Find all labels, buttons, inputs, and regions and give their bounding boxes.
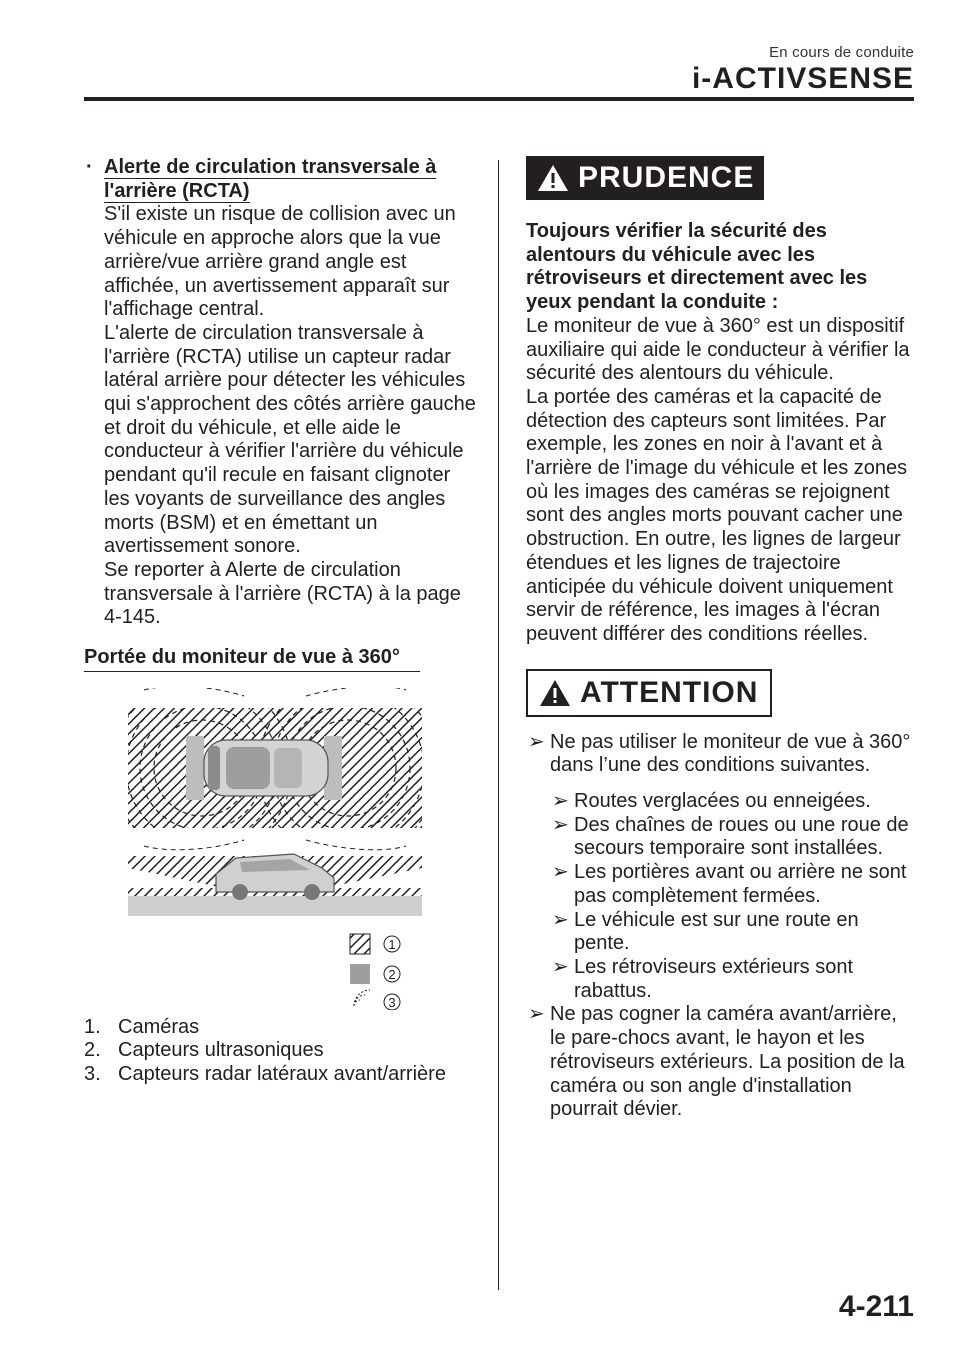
arrow-icon: ➢ [552,813,569,836]
attention-subitem-text: Les rétroviseurs extérieurs sont rabattus. [574,955,854,1002]
attention-subitem-text: Routes verglacées ou enneigées. [574,790,871,813]
rcta-paragraph-2: L'alerte de circulation transversale à l'arrière (RCTA) utilise un capteur radar latéral arrière pour détecter les véhicules qui s'approchent des côtés arrière gauche et droit du véhicule, et elle aide le conducteur à vérifier l'arrière du véhicule pendant qu'il recule en faisant clignoter les voyants de surveillance des angles morts (BSM) et en émettant un avertissement sonore. [104,321,476,558]
legend-num: 1. [84,1015,101,1038]
section-title: En cours de conduite [769,44,914,61]
rcta-title: Alerte de circulation transversale à l'arrière (RCTA) [104,156,437,202]
attention-subitem [550,814,916,861]
attention-sublist [526,790,916,1003]
coverage-diagram [124,688,426,1010]
legend-key-radar [354,990,370,1006]
figure-legend [84,1016,479,1087]
radar-outline-right [306,688,406,696]
page-number: 4-211 [838,1290,914,1323]
attention-block [526,669,916,1122]
legend-marker-3-text: 3 [388,994,396,1010]
arrow-icon: ➢ [528,1003,545,1026]
attention-item [526,731,916,778]
legend-text: Caméras [118,1015,200,1038]
legend-marker-1-text: 1 [388,936,396,952]
ground [128,896,422,916]
legend-key-cameras [350,934,370,954]
left-column [84,156,479,1087]
attention-subitem-text: Le véhicule est sur une route en pente. [574,908,859,955]
attention-subitem-text: Des chaînes de roues ou une roue de secours temporaire sont installées. [574,813,909,860]
prudence-label: PRUDENCE [578,161,755,195]
warning-icon [538,678,572,708]
prudence-bold-text: Toujours vérifier la sécurité des alentours du véhicule avec les rétroviseurs et directement avec les yeux pendant la conduite : [526,220,868,314]
rcta-paragraph-3: Se reporter à Alerte de circulation transversale à l'arrière (RCTA) à la page 4-145. [104,558,461,629]
legend-key-ultrasonic [350,964,370,984]
attention-subitem [550,909,916,956]
coverage-figure [124,688,426,1010]
arrow-icon: ➢ [552,790,569,813]
radar-outline-bottom-right [306,840,406,850]
prudence-content [526,220,916,647]
arrow-icon: ➢ [552,955,569,978]
prudence-badge [526,156,764,200]
attention-subitem [550,861,916,908]
bullet-dot: · [86,156,93,178]
legend-text: Capteurs radar latéraux avant/arrière [118,1063,446,1086]
chapter-title: i-ACTIVSENSE [691,62,914,95]
radar-outline-bottom-left [144,840,244,850]
legend-num: 2. [84,1039,101,1062]
legend-marker-1 [384,936,400,952]
legend-num: 3. [84,1063,101,1086]
attention-label: ATTENTION [580,675,759,709]
page-header [692,44,914,95]
prudence-body: Le moniteur de vue à 360° est un dispositif auxiliaire qui aide le conducteur à vérifier la sécurité des alentours du véhicule. La portée des caméras et la capacité de détection des capteurs sont limitées. Par exemple, les zones en noir à l'avant et à l'arrière de l'image du véhicule et les zones où les images des caméras se rejoignent sont des angles morts pouvant cacher une obstruction. En outre, les lignes de largeur étendues et les lignes de trajectoire anticipée du véhicule doivent uniquement servir de référence, les images à l'écran peuvent différer des conditions réelles. [526,314,910,645]
radar-outline-left [144,688,244,696]
arrow-icon: ➢ [552,861,569,884]
ultrasonic-zone-rear [186,736,204,800]
rcta-paragraph-1: S'il existe un risque de collision avec un véhicule en approche alors que la vue arrière/vue arrière grand angle est affichée, un avertissement apparaît sur l'affichage central. [104,203,456,321]
legend-item [84,1016,479,1040]
attention-item [526,1003,916,1122]
legend-marker-2 [384,966,400,982]
attention-subitem [550,790,916,814]
legend-marker-3 [384,994,400,1010]
legend-item [84,1063,479,1087]
legend-marker-2-text: 2 [388,966,396,982]
arrow-icon: ➢ [528,730,545,753]
attention-item-text: Ne pas cogner la caméra avant/arrière, le pare-chocs avant, le hayon et les rétroviseurs extérieurs. La position de la caméra ou son angle d'installation pourrait dévier. [550,1003,905,1121]
rcta-heading [84,156,479,203]
attention-list [526,731,916,1122]
legend-item [84,1039,479,1063]
column-divider [498,160,499,1290]
attention-subitem [550,956,916,1003]
warning-icon [536,163,570,193]
car-top-view [204,740,328,796]
right-column [526,156,916,1122]
attention-badge [526,669,772,717]
attention-subitem-text: Les portières avant ou arrière ne sont pas complètement fermées. [574,861,907,907]
legend-text: Capteurs ultrasoniques [118,1039,324,1062]
range-heading: Portée du moniteur de vue à 360° [84,646,420,672]
header-rule [84,97,914,101]
attention-item-text: Ne pas utiliser le moniteur de vue à 360° dans l’une des conditions suivantes. [550,730,911,777]
arrow-icon: ➢ [552,908,569,931]
